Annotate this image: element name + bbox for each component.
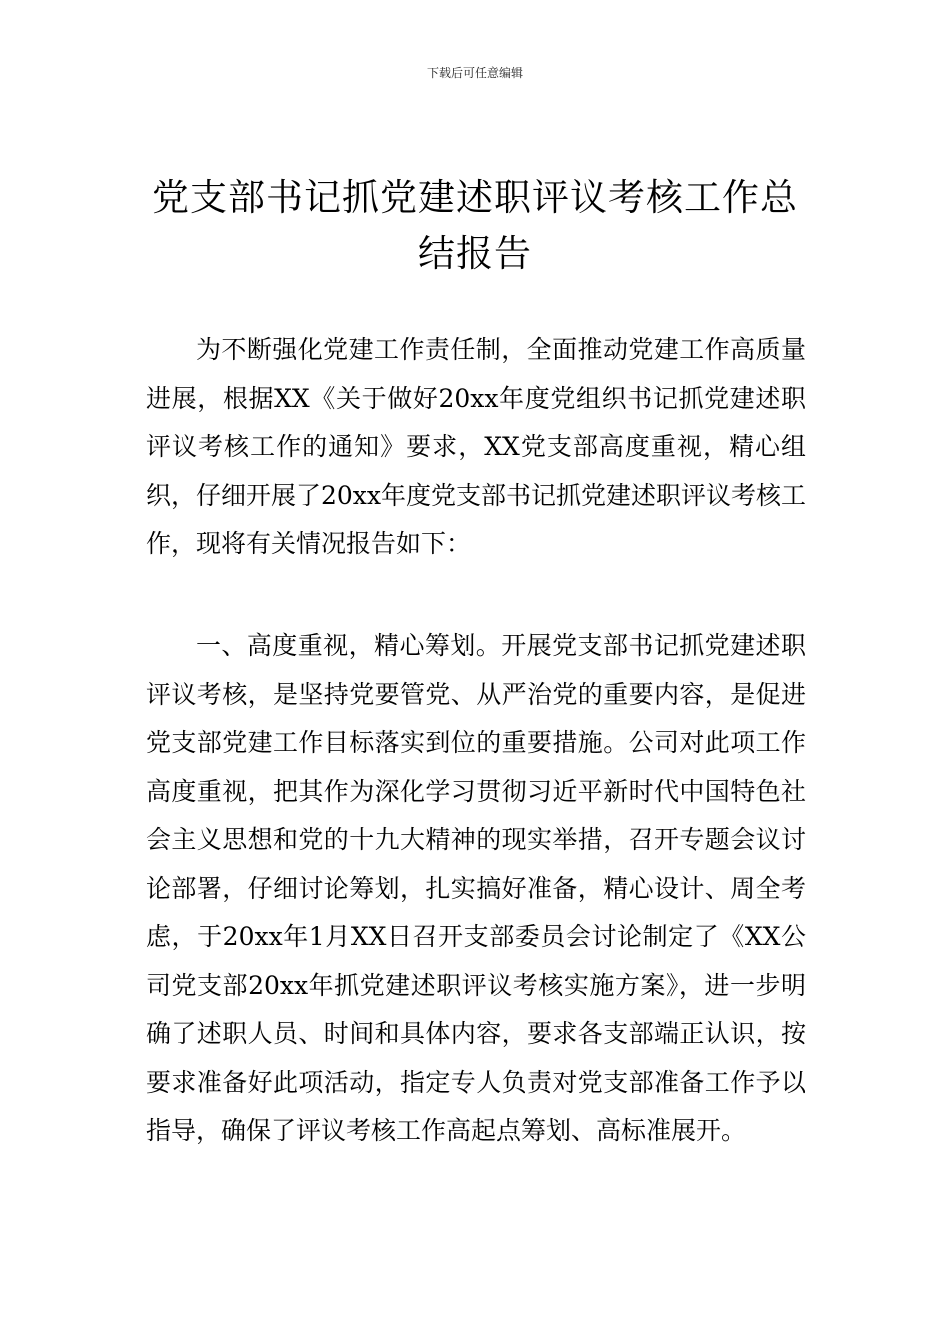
intro-paragraph: 为不断强化党建工作责任制，全面推动党建工作高质量进展，根据XX《关于做好20xx年度党组织书记抓党建述职评议考核工作的通知》要求，XX党支部高度重视，精心组织，仔细开展了20xx年度党支部书记抓党建述职评议考核工作，现将有关情况报告如下： xyxy=(146,335,807,558)
intro-block xyxy=(146,326,806,569)
download-edit-note: 下载后可任意编辑 xyxy=(426,66,523,80)
section-one-block xyxy=(146,622,806,1156)
section-one-paragraph: 一、高度重视，精心筹划。开展党支部书记抓党建述职评议考核，是坚持党要管党、从严治党的重要内容，是促进党支部党建工作目标落实到位的重要措施。公司对此项工作高度重视，把其作为深化学习贯彻习近平新时代中国特色社会主义思想和党的十九大精神的现实举措，召开专题会议讨论部署，仔细讨论筹划，扎实搞好准备，精心设计、周全考虑，于20xx年1月XX日召开支部委员会讨论制定了《XX公司党支部20xx年抓党建述职评议考核实施方案》，进一步明确了述职人员、时间和具体内容，要求各支部端正认识，按要求准备好此项活动，指定专人负责对党支部准备工作予以指导，确保了评议考核工作高起点筹划、高标准展开。 xyxy=(146,631,806,1145)
document-title: 党支部书记抓党建述职评议考核工作总结报告 xyxy=(152,176,798,275)
